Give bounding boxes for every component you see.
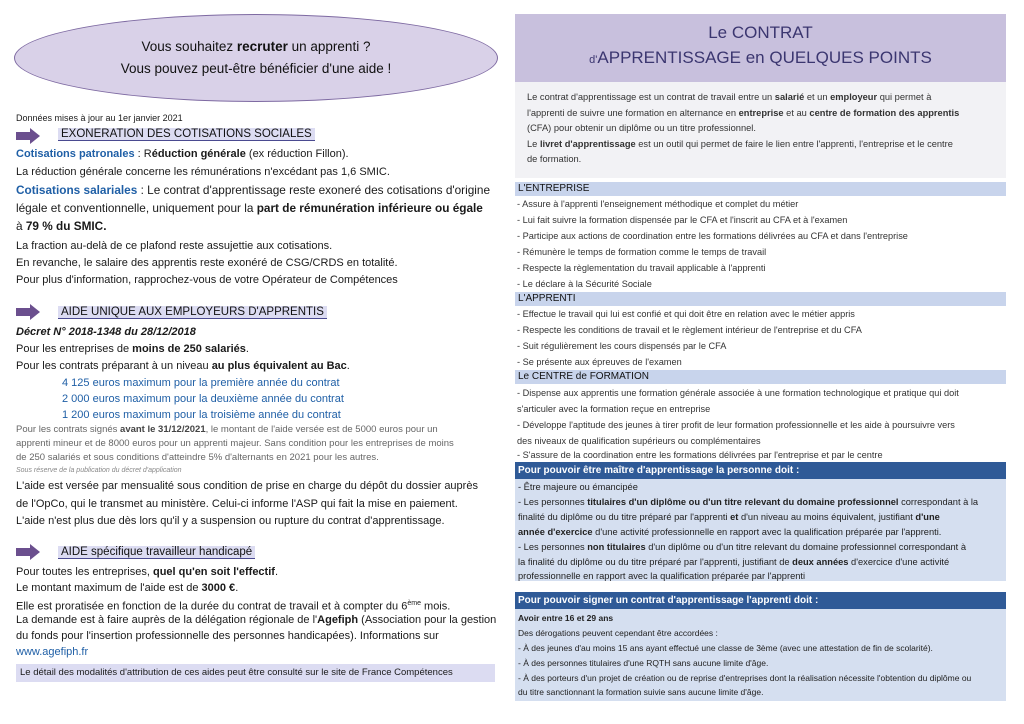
footer-note: Le détail des modalités d'attribution de ces aides peut être consulté sur le site de France Compétences [16,664,495,682]
intro-line: l'apprenti de suivre une formation en alternance en entreprise et au centre de formation des apprentis [527,107,960,118]
list-item: - Dispense aux apprentis une formation générale associée à une formation technologique et pratique qui doit [517,388,959,398]
fine-text: apprenti mineur et de 8000 euros pour un apprenti majeur. Sans condition pour les entreprises de moins [16,438,454,449]
headline-line-2: Vous pouvez peut-être bénéficier d'une aide ! [120,61,392,76]
arrow-right-icon [16,304,40,320]
section-title-aide-unique: AIDE UNIQUE AUX EMPLOYEURS D'APPRENTIS [58,306,327,319]
text-line: - Les personnes non titulaires d'un diplôme ou d'un titre relevant du domaine professionnel correspondant à [518,542,966,552]
agefiph-link[interactable]: www.agefiph.fr [16,646,89,658]
section-title-centre: Le CENTRE de FORMATION [515,370,1006,384]
intro-box [515,82,1006,178]
text-line: - Les personnes titulaires d'un diplôme ou d'un titre relevant du domaine professionnel correspondant à la [518,497,979,507]
page-title-box [515,14,1006,82]
text-line: du titre sanctionnant la formation suivie sans aucune limite d'âge. [518,687,764,697]
text-line: Des dérogations peuvent cependant être accordées : [518,628,718,638]
arrow-right-icon [16,544,40,560]
section-title-maitre: Pour pouvoir être maître d'apprentissage la personne doit : [515,462,1006,479]
list-item: - Respecte les conditions de travail et le règlement intérieur de l'entreprise et du CFA [517,325,862,335]
list-item: des niveaux de qualification supérieurs ou complémentaires [517,436,761,446]
text-line: L'aide est versée par mensualité sous condition de prise en charge du dépôt du dossier auprès [16,480,478,492]
text-line: Pour plus d'information, rapprochez-vous de votre Opérateur de Compétences [16,274,398,286]
list-item: - Participe aux actions de coordination entre les formations délivrées au CFA et dans l'entreprise [517,231,908,241]
section-title-entreprise: L'ENTREPRISE [515,182,1006,196]
text-line: - À des personnes titulaires d'une RQTH sans aucune limite d'âge. [518,658,769,668]
text-line: de l'OpCo, qui le transmet au ministère. Celui-ci informe l'ASP qui fait la mise en paiement. [16,498,458,510]
update-date: Données mises à jour au 1er janvier 2021 [16,113,183,123]
page-title-line-1: Le CONTRAT [708,23,813,42]
list-item: - Le déclare à la Sécurité Sociale [517,279,652,289]
intro-line: de formation. [527,154,582,164]
text-line: la finalité du diplôme ou du titre préparé par l'apprenti, justifiant de deux années d'exercice d'une activité [518,557,950,567]
intro-line: Le livret d'apprentissage est un outil qui permet de faire le lien entre l'apprenti, l'entreprise et le centre [527,138,953,149]
text-line: Pour les entreprises de moins de 250 salariés. [16,343,249,355]
text-line: du fonds pour l'insertion professionnelle des personnes handicapées). Informations sur [16,630,439,642]
text-line: La réduction générale concerne les rémunérations n'excédant pas 1,6 SMIC. [16,166,390,178]
text-line: professionnelle en rapport avec la qualification préparée par l'apprenti [518,571,806,581]
text-line: à 79 % du SMIC. [16,219,107,233]
text-line: - À des jeunes d'au moins 15 ans ayant effectué une classe de 3ème (avec une attestation de fin de scolarité). [518,643,933,653]
text-line: Pour toutes les entreprises, quel qu'en soit l'effectif. [16,566,278,578]
decree-reference: Décret N° 2018-1348 du 28/12/2018 [16,326,196,338]
list-item: - S'assure de la coordination entre les formations délivrées par l'entreprise et par le centre [517,450,883,460]
page-title-line-2: d'APPRENTISSAGE en QUELQUES POINTS [589,48,932,67]
headline-line-1: Vous souhaitez recruter un apprenti ? [141,39,371,54]
text-line: Pour les contrats préparant à un niveau au plus équivalent au Bac. [16,360,350,372]
list-item: - Se présente aux épreuves de l'examen [517,357,682,367]
text-line: La fraction au-delà de ce plafond reste assujettie aux cotisations. [16,240,333,252]
fine-text: de 250 salariés et sous conditions d'atteindre 5% d'alternants en 2021 pour les autres. [16,452,379,463]
list-item: s'articuler avec la formation reçue en entreprise [517,404,711,414]
text-line: Elle est proratisée en fonction de la durée du contrat de travail et à compter du 6ème mois. [16,600,451,613]
list-item: - Effectue le travail qui lui est confié et qui doit être en relation avec le métier appris [517,309,855,319]
text-line: Cotisations salariales : Le contrat d'apprentissage reste exoneré des cotisations d'origine [16,183,491,197]
aid-year-1: 4 125 euros maximum pour la première année du contrat [62,377,340,389]
text-line: légale et conventionnelle, uniquement pour la part de rémunération inférieure ou égale [16,201,483,215]
aid-year-2: 2 000 euros maximum pour la deuxième année du contrat [62,393,344,405]
intro-line: (CFA) pour obtenir un diplôme ou un titre professionnel. [527,123,756,133]
list-item: - Assure à l'apprenti l'enseignement méthodique et complet du métier [517,199,799,209]
text-line: Le montant maximum de l'aide est de 3000 €. [16,582,239,594]
arrow-right-icon [16,128,40,144]
list-item: - Rémunère le temps de formation comme le temps de travail [517,247,767,257]
text-line: - À des porteurs d'un projet de création ou de reprise d'entreprises dont la réalisation nécessite l'obtention du diplôme ou [518,673,972,683]
text-line: La demande est à faire auprès de la délégation régionale de l'Agefiph (Association pour la gestion [16,614,497,626]
list-item: - Lui fait suivre la formation dispensée par le CFA et l'inscrit au CFA et à l'examen [517,215,848,225]
list-item: - Suit régulièrement les cours dispensés par le CFA [517,341,727,351]
section-title-apprenti: L'APPRENTI [515,292,1006,306]
section-title-signer: Pour pouvoir signer un contrat d'apprentissage l'apprenti doit : [515,592,1006,609]
intro-line: Le contrat d'apprentissage est un contrat de travail entre un salarié et un employeur qui permet à [527,92,932,102]
section-title-exoneration: EXONERATION DES COTISATIONS SOCIALES [58,128,315,141]
text-line: - Être majeure ou émancipée [518,482,638,492]
reserve-note: Sous réserve de la publication du décret d'application [16,467,182,474]
text-line: L'aide n'est plus due dès lors qu'il y a suspension ou rupture du contrat d'apprentissage. [16,515,445,527]
text-line: Cotisations patronales : Réduction générale (ex réduction Fillon). [16,148,349,160]
list-item: - Développe l'aptitude des jeunes à tirer profit de leur formation professionnelle et les aide à poursuivre vers [517,420,955,430]
text-line: En revanche, le salaire des apprentis reste exonéré de CSG/CRDS en totalité. [16,257,398,269]
list-item: - Respecte la règlementation du travail applicable à l'apprenti [517,263,766,273]
aid-year-3: 1 200 euros maximum pour la troisième année du contrat [62,409,341,421]
text-line: Avoir entre 16 et 29 ans [518,613,614,623]
fine-text: Pour les contrats signés avant le 31/12/2021, le montant de l'aide versée est de 5000 euros pour un [16,424,438,435]
section-title-handicap: AIDE spécifique travailleur handicapé [58,546,255,559]
headline-ellipse [14,14,498,102]
text-line: année d'exercice d'une activité professionnelle en rapport avec la qualification préparée par l'apprenti. [518,527,942,537]
text-line: finalité du diplôme ou du titre préparé par l'apprenti et d'un niveau au moins équivalent, justifiant d'une [518,512,940,522]
